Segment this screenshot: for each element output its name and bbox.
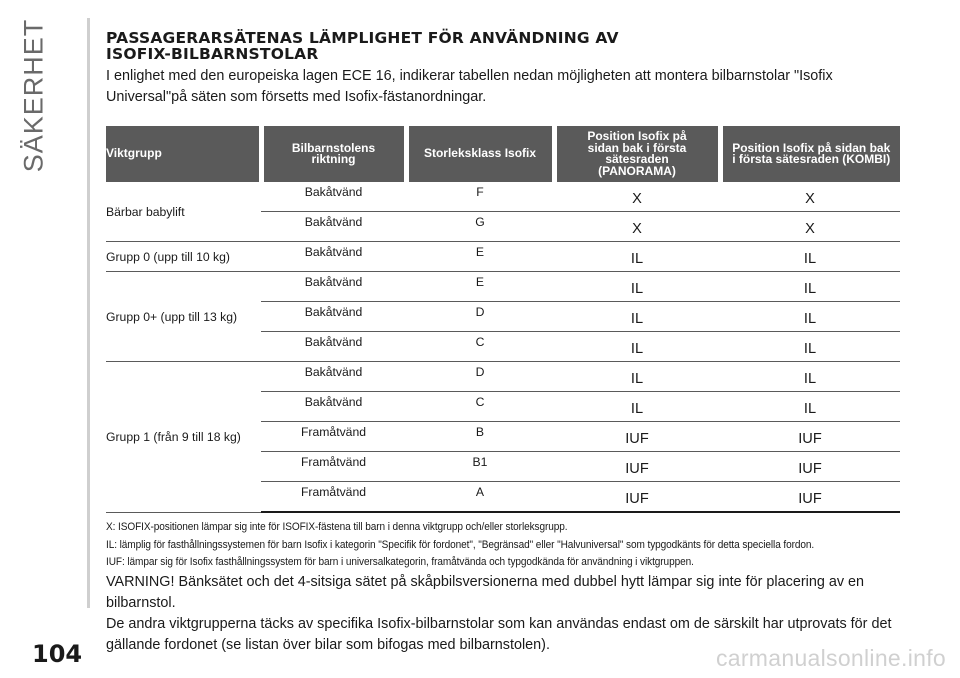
other-groups-paragraph: De andra viktgrupperna täcks av specifika Isofix-bilbarnstolar som kan användas endast om de särskilt har utprovats för det gällande fordonet (se listan över bilar som bifogas med bilbarnstolen). bbox=[106, 615, 892, 653]
kombi-cell: IUF bbox=[720, 482, 900, 513]
panorama-cell: IL bbox=[554, 272, 720, 302]
note-x: X: ISOFIX-positionen lämpar sig inte för ISOFIX-fästena till barn i denna viktgrupp och/eller storleksgrupp. bbox=[106, 521, 568, 533]
direction-cell: Bakåtvänd bbox=[261, 362, 406, 392]
kombi-cell: IL bbox=[720, 332, 900, 362]
kombi-cell: IL bbox=[720, 242, 900, 272]
kombi-cell: IL bbox=[720, 302, 900, 332]
direction-cell: Bakåtvänd bbox=[261, 302, 406, 332]
size-cell: C bbox=[406, 392, 554, 422]
panorama-cell: IL bbox=[554, 302, 720, 332]
header-position-kombi: Position Isofix på sidan bak i första sätesraden (KOMBI) bbox=[720, 126, 900, 182]
panorama-cell: IL bbox=[554, 332, 720, 362]
direction-cell: Bakåtvänd bbox=[261, 242, 406, 272]
direction-cell: Bakåtvänd bbox=[261, 332, 406, 362]
group-cell: Grupp 0 (upp till 10 kg) bbox=[106, 242, 261, 272]
group-cell: Bärbar babylift bbox=[106, 182, 261, 242]
direction-cell: Framåtvänd bbox=[261, 482, 406, 513]
group-cell: Grupp 1 (från 9 till 18 kg) bbox=[106, 362, 261, 513]
table-row bbox=[106, 182, 900, 212]
size-cell: A bbox=[406, 482, 554, 513]
panorama-cell: X bbox=[554, 182, 720, 212]
kombi-cell: IL bbox=[720, 392, 900, 422]
header-weight-group: Viktgrupp bbox=[106, 126, 261, 182]
direction-cell: Bakåtvänd bbox=[261, 272, 406, 302]
table-row bbox=[106, 362, 900, 392]
page-number: 104 bbox=[32, 640, 83, 668]
direction-cell: Framåtvänd bbox=[261, 422, 406, 452]
size-cell: C bbox=[406, 332, 554, 362]
panorama-cell: X bbox=[554, 212, 720, 242]
kombi-cell: IL bbox=[720, 272, 900, 302]
watermark: carmanualsonline.info bbox=[715, 645, 946, 671]
kombi-cell: X bbox=[720, 212, 900, 242]
direction-cell: Framåtvänd bbox=[261, 452, 406, 482]
size-cell: E bbox=[406, 242, 554, 272]
direction-cell: Bakåtvänd bbox=[261, 392, 406, 422]
panorama-cell: IL bbox=[554, 242, 720, 272]
panorama-cell: IUF bbox=[554, 452, 720, 482]
panorama-cell: IL bbox=[554, 392, 720, 422]
section-label: SÄKERHET bbox=[18, 18, 49, 172]
kombi-cell: X bbox=[720, 182, 900, 212]
header-seat-direction: Bilbarnstolens riktning bbox=[261, 126, 406, 182]
group-cell: Grupp 0+ (upp till 13 kg) bbox=[106, 272, 261, 362]
warning-paragraph: VARNING! Bänksätet och det 4-sitsiga sätet på skåpbilsversionerna med dubbel hytt lämpar sig inte för placering av en bilbarnstol. bbox=[106, 573, 865, 611]
kombi-cell: IUF bbox=[720, 452, 900, 482]
panorama-cell: IL bbox=[554, 362, 720, 392]
isofix-table bbox=[106, 126, 900, 513]
header-size-class: Storleksklass Isofix bbox=[406, 126, 554, 182]
direction-cell: Bakåtvänd bbox=[261, 212, 406, 242]
size-cell: D bbox=[406, 362, 554, 392]
page-content bbox=[106, 30, 900, 656]
panorama-cell: IUF bbox=[554, 482, 720, 513]
page-title bbox=[106, 30, 900, 62]
section-side-tab bbox=[14, 20, 54, 170]
direction-cell: Bakåtvänd bbox=[261, 182, 406, 212]
size-cell: G bbox=[406, 212, 554, 242]
table-row bbox=[106, 242, 900, 272]
side-divider bbox=[87, 18, 90, 608]
size-cell: E bbox=[406, 272, 554, 302]
kombi-cell: IL bbox=[720, 362, 900, 392]
table-row bbox=[106, 272, 900, 302]
size-cell: D bbox=[406, 302, 554, 332]
panorama-cell: IUF bbox=[554, 422, 720, 452]
title-line-2: ISOFIX-BILBARNSTOLAR bbox=[106, 45, 319, 63]
size-cell: B1 bbox=[406, 452, 554, 482]
title-line-1: PASSAGERARSÄTENAS LÄMPLIGHET FÖR ANVÄNDNING AV bbox=[106, 29, 619, 47]
size-cell: B bbox=[406, 422, 554, 452]
intro-paragraph: I enlighet med den europeiska lagen ECE 16, indikerar tabellen nedan möjligheten att montera bilbarnstolar "Isofix Universal"på säten som försetts med Isofix-fästanordningar. bbox=[106, 68, 833, 105]
kombi-cell: IUF bbox=[720, 422, 900, 452]
header-position-panorama: Position Isofix på sidan bak i första sätesraden (PANORAMA) bbox=[554, 126, 720, 182]
size-cell: F bbox=[406, 182, 554, 212]
note-iuf: IUF: lämpar sig för Isofix fasthållningssystem för barn i universalkategorin, framåtvända och typgodkända för användning i viktgruppen. bbox=[106, 556, 694, 568]
note-il: IL: lämplig för fasthållningssystemen för barn Isofix i kategorin "Specifik för fordonet", "Begränsad" eller "Halvuniversal" som typgodkänts för detta speciella fordon. bbox=[106, 538, 815, 551]
table-notes bbox=[106, 519, 900, 572]
table-header-row bbox=[106, 126, 900, 182]
